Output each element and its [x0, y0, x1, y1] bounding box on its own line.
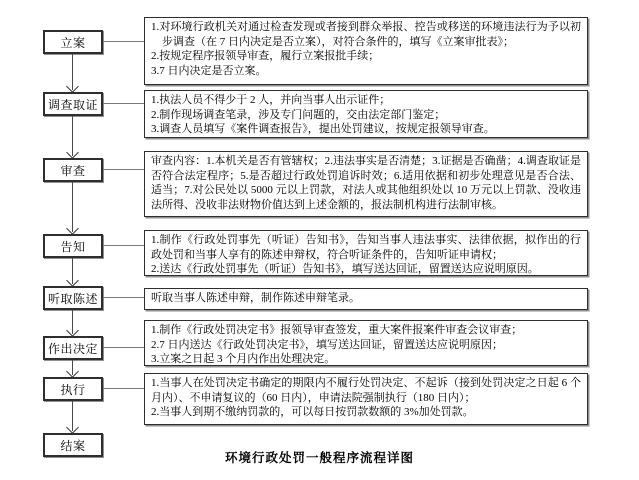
diagram-title: 环境行政处罚一般程序流程详图 [224, 451, 414, 465]
flow-step-label: 审查 [60, 163, 86, 178]
flow-step-label: 作出决定 [47, 341, 98, 356]
detail-text: 1.制作《行政处罚决定书》报领导审查签发，重大案件报案件审查会议审查； [151, 324, 523, 336]
flow-step-filing [43, 30, 103, 54]
detail-box-review [144, 151, 588, 217]
detail-text: 审查内容：1.本机关是否有管辖权；2.违法事实是否清楚；3.证据是否确凿；4.调查取证是否符合法定程序；5.是否超过行政处罚追诉时效；6.适用依据和初步处理意见是否合法、适当；7.对公民处以 5000 元以上罚款，对法人或其他组织处以 10 万元以上罚款、没收违法所得、没收非法财物价值达到上述金额的，报法制机构进行法制审核。 [151, 155, 581, 211]
detail-box-execution [144, 373, 588, 425]
flow-step-label: 听取陈述 [47, 291, 98, 306]
detail-text: 2.制作现场调查笔录，涉及专门问题的，交由法定部门鉴定； [151, 108, 446, 121]
detail-box-notification [144, 230, 588, 276]
arrowhead-down-icon [66, 324, 79, 337]
flow-step-review [43, 158, 103, 182]
flow-step-label: 立案 [60, 35, 86, 50]
detail-text: 1.对环境行政机关对通过检查发现或者接到群众举报、控告或移送的环境违法行为予以初步调查（在 7 日内决定是否立案），对符合条件的，填写《立案审批表》； [151, 21, 581, 48]
detail-text: 听取当事人陈述申辩，制作陈述申辩笔录。 [151, 292, 360, 304]
connector-line [103, 347, 144, 348]
connector-line [103, 245, 144, 246]
connector-line [103, 388, 144, 389]
flow-step-notification [43, 234, 103, 258]
connector-line [103, 41, 144, 42]
flow-step-hear-statement [43, 286, 103, 310]
detail-text: 2.当事人到期不缴纳罚款的，可以每日按罚款数额的 3%加处罚款。 [151, 406, 474, 418]
detail-text: 1.执法人员不得少于 2 人，并向当事人出示证件； [151, 94, 391, 106]
detail-box-hear-statement [144, 288, 588, 310]
detail-box-investigation [144, 90, 588, 138]
detail-text: 1.制作《行政处罚事先（听证）告知书》，告知当事人违法事实、法律依据，拟作出的行政处罚和当事人享有的陈述申辩权，符合听证条件的，告知听证申请权； [151, 234, 581, 261]
connector-line [103, 169, 144, 170]
arrowhead-down-icon [66, 365, 79, 378]
flow-step-label: 调查取证 [47, 97, 98, 112]
flow-step-label: 告知 [60, 239, 86, 254]
detail-box-decision [144, 320, 588, 366]
arrowhead-down-icon [66, 80, 79, 93]
detail-text: 1.当事人在处罚决定书确定的期限内不履行处罚决定、不起诉（接到处罚决定之日起 6 个月内）、不申请复议的（60 日内），申请法院强制执行（180 日内）； [151, 377, 581, 404]
detail-text: 2.送达《行政处罚事先（听证）告知书》，填写送达回证，留置送达应说明原因。 [151, 263, 539, 275]
arrowhead-down-icon [66, 274, 79, 287]
detail-text: 2.7 日内送达《行政处罚决定书》，填写送达回证，留置送达应说明原因； [151, 338, 503, 351]
arrowhead-down-icon [66, 222, 79, 235]
detail-text: 3.7 日内决定是否立案。 [151, 64, 267, 77]
connector-line [103, 103, 144, 104]
arrowhead-down-icon [66, 421, 79, 434]
arrowhead-down-icon [66, 146, 79, 159]
flow-step-label: 结案 [60, 438, 86, 453]
flow-step-decision [43, 336, 103, 360]
detail-box-filing [144, 17, 588, 85]
detail-text: 3.调查人员填写《案件调查报告》，提出处罚建议，按规定报领导审查。 [151, 123, 495, 135]
flow-step-label: 执行 [60, 382, 86, 397]
connector-line [103, 297, 144, 298]
detail-text: 2.按规定程序报领导审查，履行立案报批手续； [151, 50, 380, 62]
flow-step-investigation [43, 92, 103, 116]
detail-text: 3.立案之日起 3 个月内作出处理决定。 [151, 353, 336, 365]
flow-step-execution [43, 377, 103, 401]
